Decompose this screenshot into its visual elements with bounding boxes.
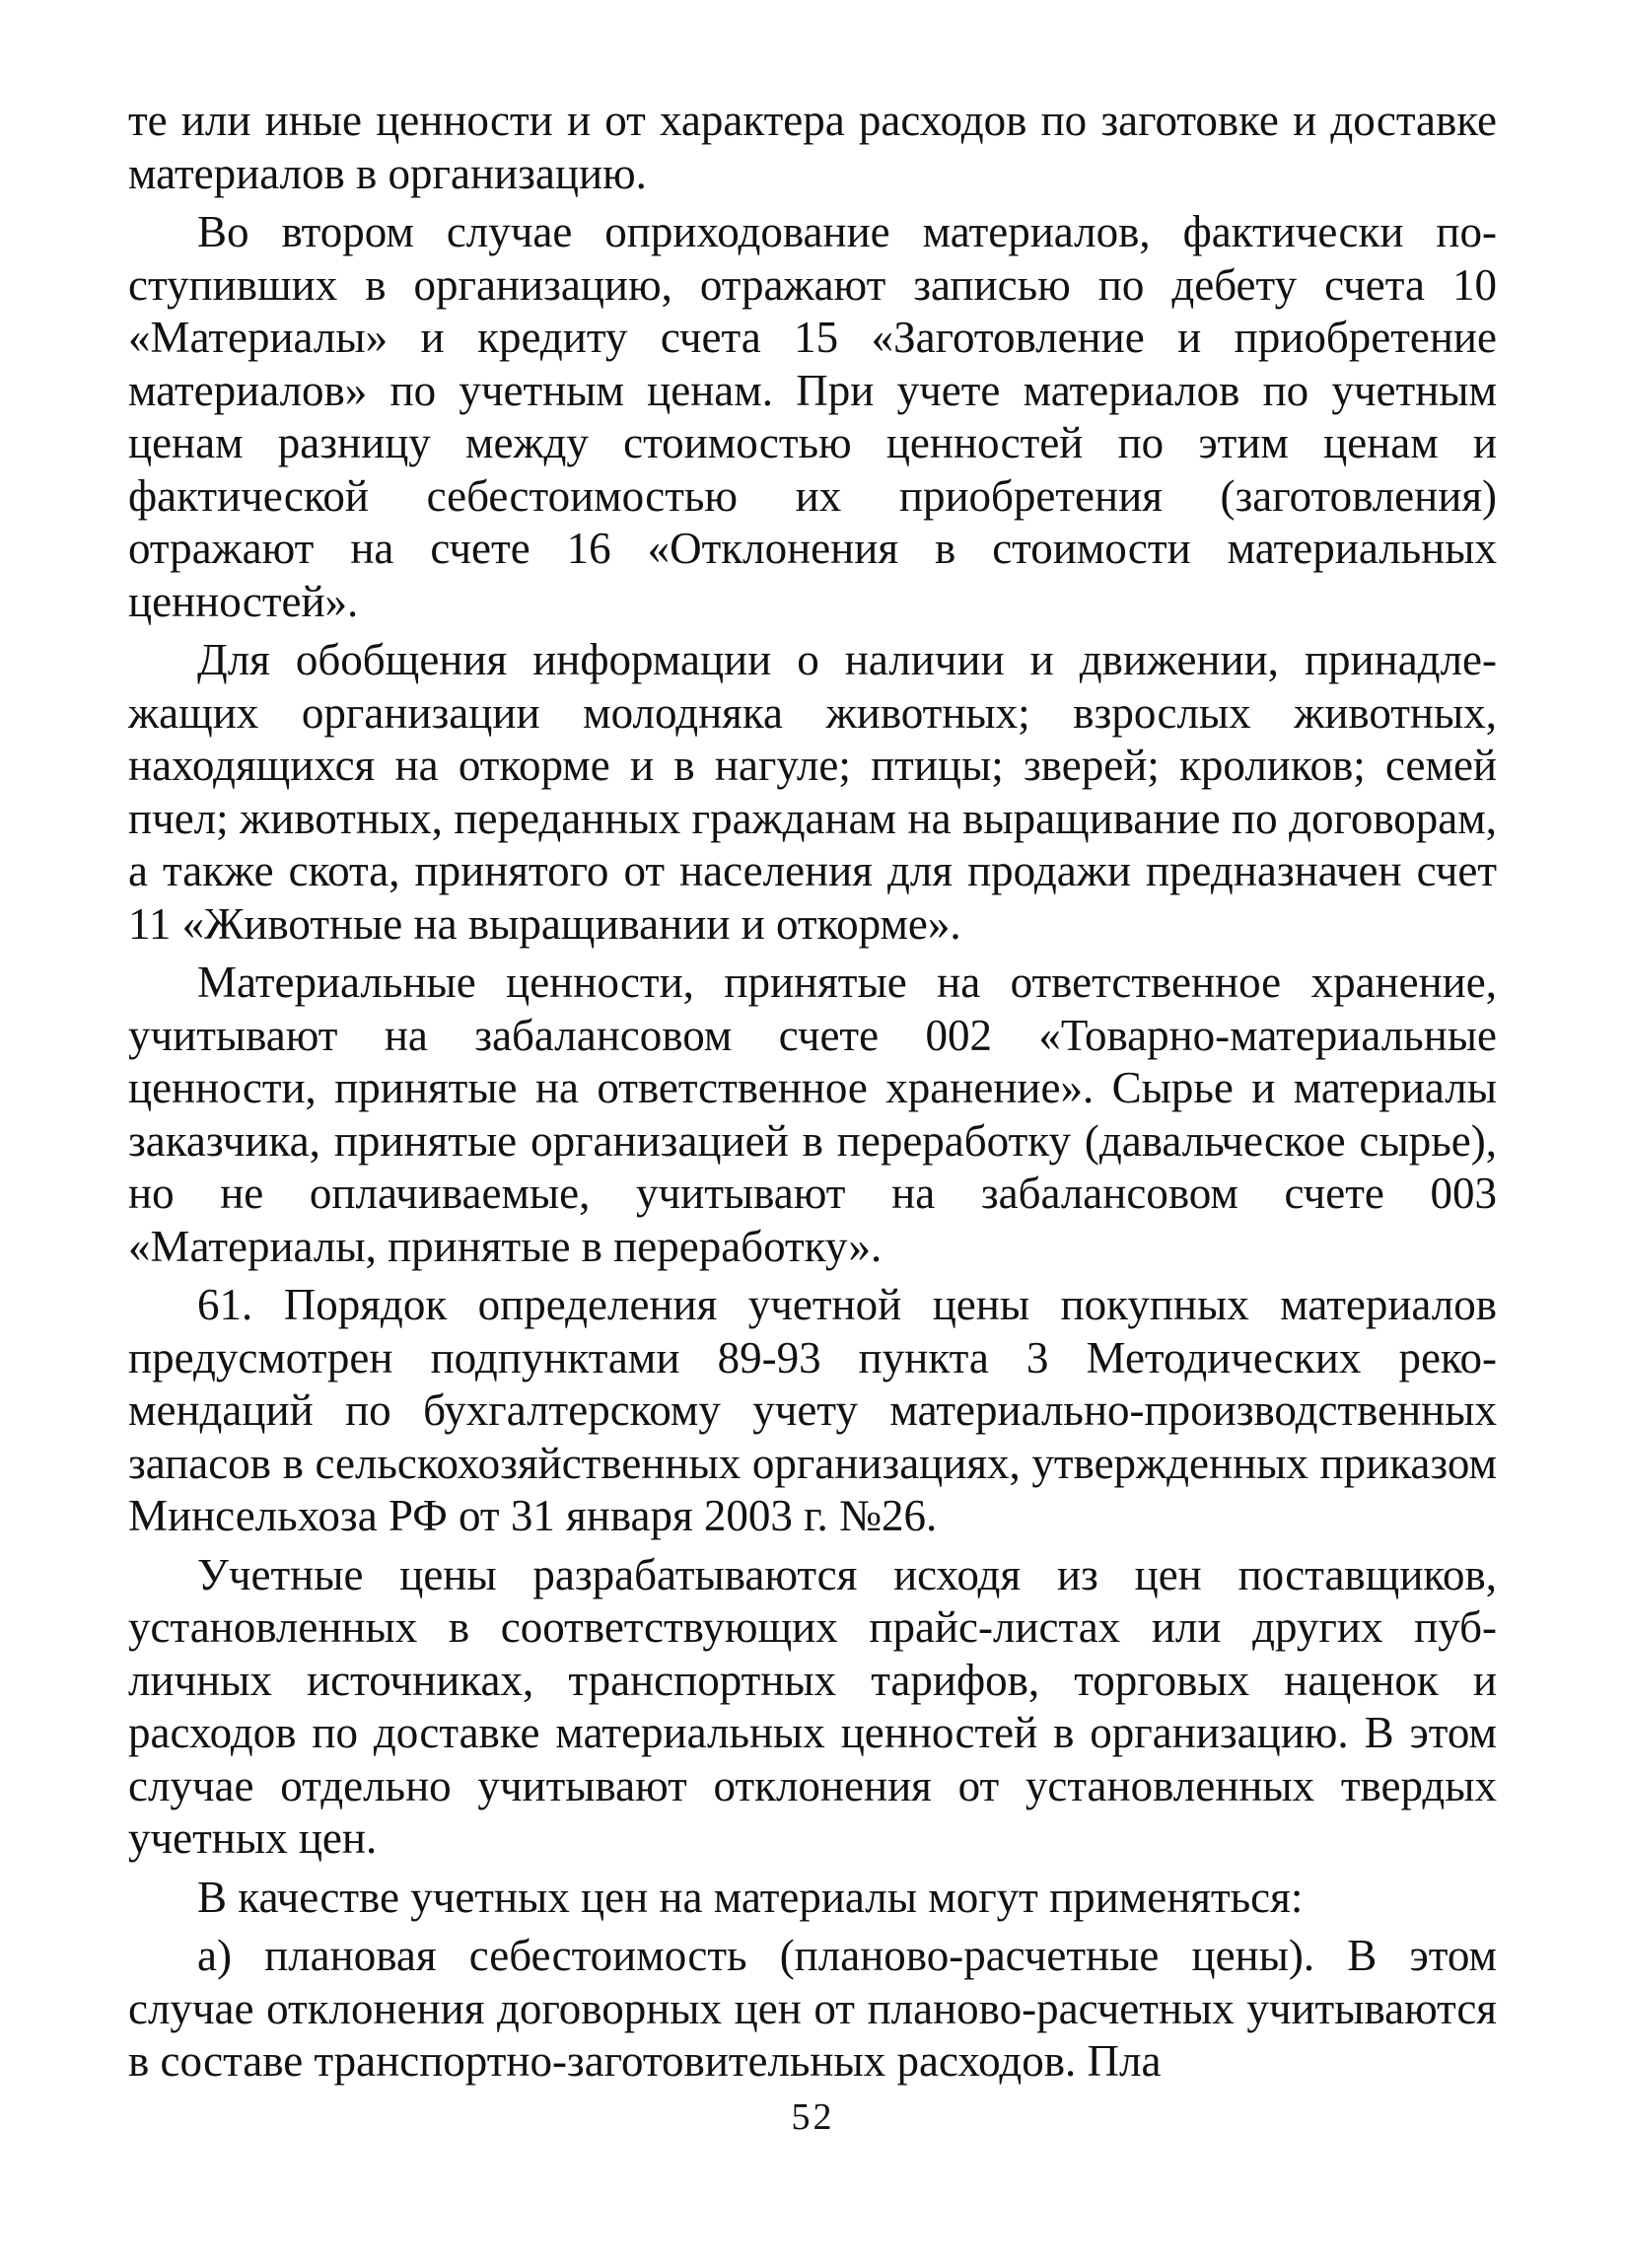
paragraph-3: Для обобщения информации о наличии и движении, принадлежащих организации молодняка животных; взрослых животных, находящихся на откорме и в нагуле; птицы; зверей; кроликов; семей пчел; животных, переданных гражданам на выращивание по договорам, а также скота, принятого от населения для продажи предназначен счет 11 «Животные на выращивании и откорме». (128, 635, 1497, 949)
paragraph-7: В качестве учетных цен на материалы могут применяться: (197, 1872, 1304, 1922)
paragraph-5: 61. Порядок определения учетной цены покупных материалов предусмотрен подпунктами 89-93 пункта 3 Методических рекомендаций по бухгалтерскому учету материально-производственных запасов в сельскохозяйственных организациях, утвержденных приказом Минсельхоза РФ от 31 января 2003 г. №26. (128, 1280, 1497, 1540)
paragraph-6: Учетные цены разрабатываются исходя из цен поставщиков, установленных в соответствующих прайс-листах или других публичных источниках, транспортных тарифов, торговых наценок и расходов по доставке материальных ценностей в организацию. В этом случае отдельно учитывают отклонения от установленных твердых учетных цен. (128, 1549, 1497, 1863)
page-body (128, 95, 1497, 2094)
paragraph-2: Во втором случае оприходование материалов, фактически поступивших в организацию, отражают записью по дебету счета 10 «Материалы» и кредиту счета 15 «Заготовление и приобретение материалов» по учетным ценам. При учете материалов по учетным ценам разницу между стоимостью ценностей по этим ценам и фактической себестоимостью их приобретения (заготовления) отражают на счете 16 «Отклонения в стоимости материальных ценностей». (128, 207, 1497, 626)
paragraph-1: те или иные ценности и от характера расходов по заготовке и доставке материалов в организацию. (128, 96, 1497, 198)
page-number: 52 (791, 2096, 835, 2138)
paragraph-8: а) плановая себестоимость (планово-расчетные цены). В этом случае отклонения договорных цен от планово-расчетных учитываются в составе транспортно-заготовительных расходов. Пла (128, 1931, 1497, 2086)
paragraph-4: Материальные ценности, принятые на ответственное хранение, учитывают на забалансовом счете 002 «Товарно-материальные ценности, принятые на ответственное хранение». Сырье и материалы заказчика, принятые организацией в переработку (давальческое сырье), но не оплачиваемые, учитывают на забалансовом счете 003 «Материалы, принятые в переработку». (128, 957, 1497, 1271)
